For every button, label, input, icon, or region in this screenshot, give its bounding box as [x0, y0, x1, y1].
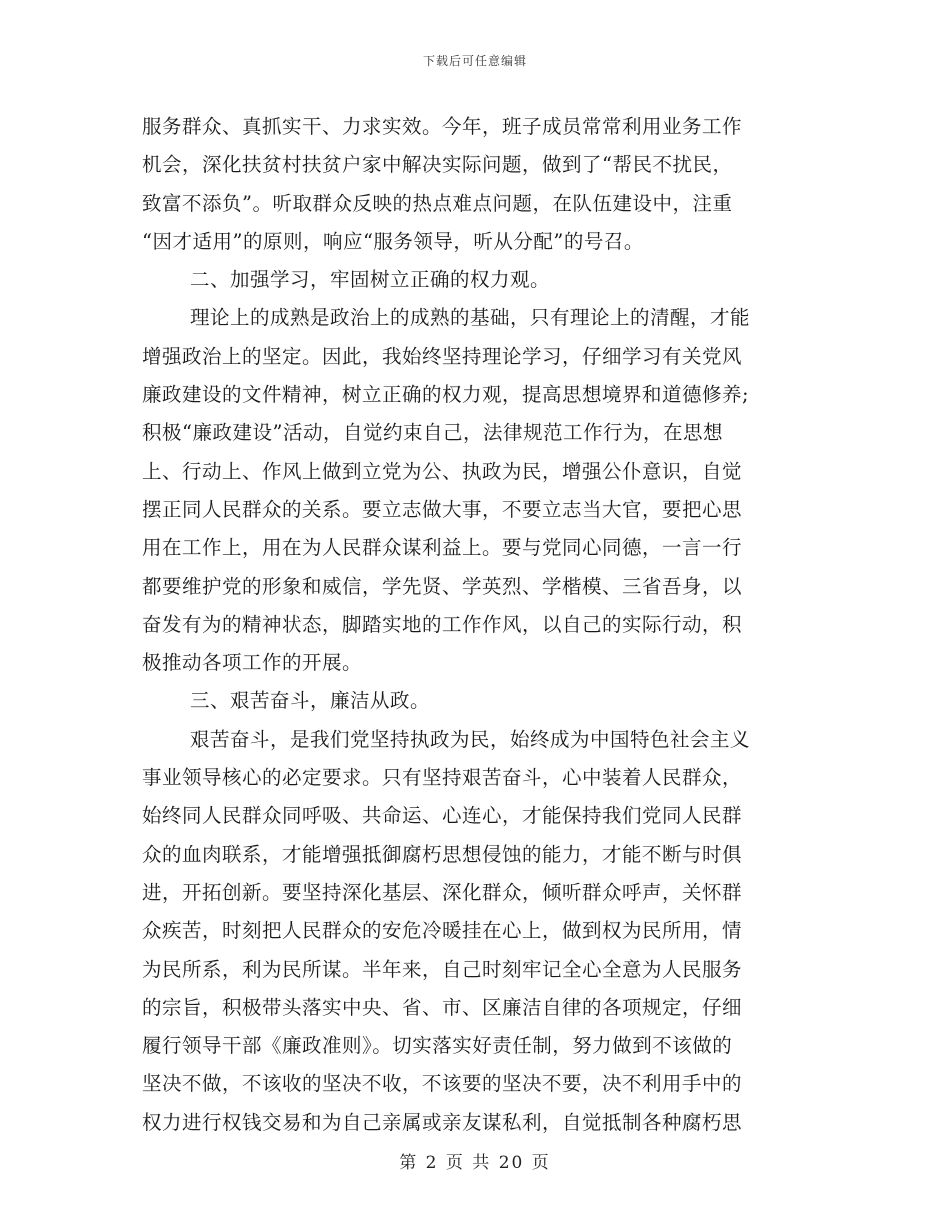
text-line: 的宗旨，积极带头落实中央、省、市、区廉洁自律的各项规定，仔细 [142, 995, 743, 1019]
text-line: 二、加强学习，牢固树立正确的权力观。 [190, 268, 551, 292]
text-line: 服务群众、真抓实干、力求实效。今年，班子成员常常利用业务工作 [142, 115, 743, 138]
text-line: “因才适用”的原则，响应“服务领导，听从分配”的号召。 [142, 229, 644, 253]
text-line: 摆正同人民群众的关系。要立志做大事，不要立志当大官，要把心思 [142, 497, 743, 521]
text-line: 致富不添负”。听取群众反映的热点难点问题，在队伍建设中，注重 [142, 191, 733, 215]
text-line: 廉政建设的文件精神，树立正确的权力观，提高思想境界和道德修养; [142, 383, 750, 407]
text-line: 都要维护党的形象和威信，学先贤、学英烈、学楷模、三省吾身，以 [142, 574, 743, 598]
text-line: 增强政治上的坚定。因此，我始终坚持理论学习，仔细学习有关党风 [142, 344, 743, 368]
text-line: 三、艰苦奋斗，廉洁从政。 [190, 689, 431, 713]
document-body [142, 108, 794, 1142]
header-note: 下载后可任意编辑 [422, 54, 527, 68]
text-line: 理论上的成熟是政治上的成熟的基础，只有理论上的清醒，才能 [190, 306, 751, 330]
text-line: 积极“廉政建设”活动，自觉约束自己，法律规范工作行为，在思想 [142, 421, 723, 445]
text-line: 用在工作上，用在为人民群众谋利益上。要与党同心同德，一言一行 [142, 536, 743, 560]
text-line: 极推动各项工作的开展。 [142, 651, 363, 675]
text-line: 奋发有为的精神状态，脚踏实地的工作作风，以自己的实际行动，积 [142, 612, 743, 636]
text-line: 众的血肉联系，才能增强抵御腐朽思想侵蚀的能力，才能不断与时俱 [142, 842, 743, 866]
text-line: 艰苦奋斗，是我们党坚持执政为民，始终成为中国特色社会主义 [190, 727, 751, 751]
text-line: 坚决不做，不该收的坚决不收，不该要的坚决不要，决不利用手中的 [142, 1072, 743, 1096]
text-line: 为民所系，利为民所谋。半年来，自己时刻牢记全心全意为人民服务 [142, 957, 743, 981]
text-line: 事业领导核心的必定要求。只有坚持艰苦奋斗，心中装着人民群众， [142, 766, 743, 790]
text-line: 众疾苦，时刻把人民群众的安危冷暖挂在心上，做到权为民所用，情 [142, 919, 743, 943]
text-line: 上、行动上、作风上做到立党为公、执政为民，增强公仆意识，自觉 [142, 459, 743, 483]
text-line: 进，开拓创新。要坚持深化基层、深化群众，倾听群众呼声，关怀群 [142, 880, 743, 904]
text-line: 机会，深化扶贫村扶贫户家中解决实际问题，做到了“帮民不扰民， [142, 153, 733, 177]
text-line: 履行领导干部《廉政准则》。切实落实好责任制，努力做到不该做的 [142, 1034, 733, 1058]
text-line: 始终同人民群众同呼吸、共命运、心连心，才能保持我们党同人民群 [142, 804, 743, 828]
page-number-footer: 第 2 页 共 20 页 [399, 1153, 551, 1173]
text-line: 权力进行权钱交易和为自己亲属或亲友谋私利，自觉抵制各种腐朽思 [142, 1110, 743, 1134]
